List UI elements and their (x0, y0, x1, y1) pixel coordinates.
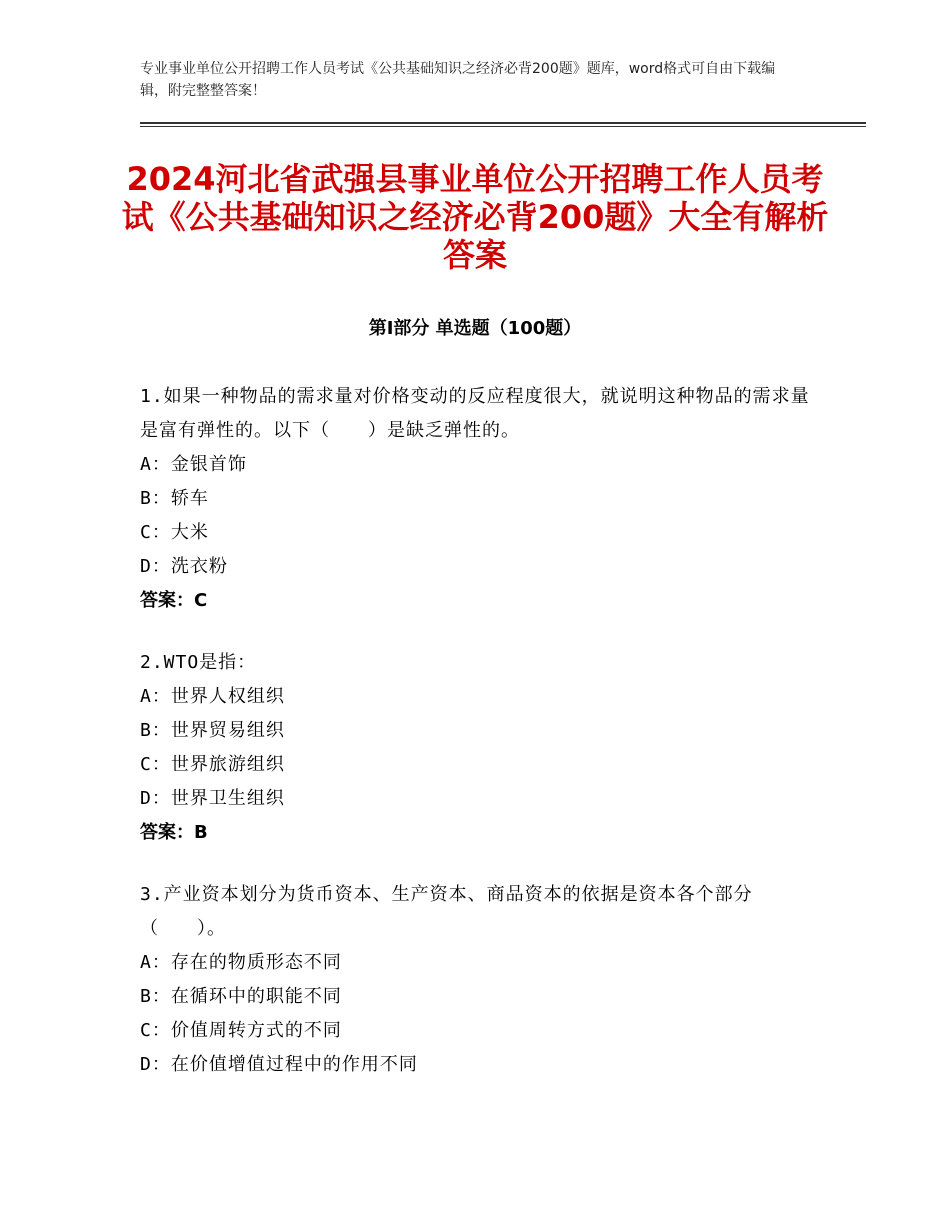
question-2 (140, 646, 810, 850)
option-b: B：轿车 (140, 488, 209, 509)
header-rule-thick (140, 122, 866, 124)
header-note: 专业事业单位公开招聘工作人员考试《公共基础知识之经济必背200题》题库，word格式可自由下载编辑，附完整整答案！ (140, 61, 776, 99)
question-stem: 3.产业资本划分为货币资本、生产资本、商品资本的依据是资本各个部分（ ）。 (140, 884, 753, 939)
option-d: D：在价值增值过程中的作用不同 (140, 1054, 418, 1075)
section-title: 第Ⅰ部分 单选题（100题） (368, 318, 582, 339)
option-d: D：世界卫生组织 (140, 788, 285, 809)
option-c: C：价值周转方式的不同 (140, 1020, 342, 1041)
document-title: 2024河北省武强县事业单位公开招聘工作人员考试《公共基础知识之经济必背200题》大全有解析答案 (121, 160, 829, 274)
option-a: A：世界人权组织 (140, 686, 285, 707)
option-a: A：金银首饰 (140, 454, 247, 475)
option-b: B：在循环中的职能不同 (140, 986, 342, 1007)
question-stem: 1.如果一种物品的需求量对价格变动的反应程度很大，就说明这种物品的需求量是富有弹性的。以下（ ）是缺乏弹性的。 (140, 386, 810, 441)
answer: 答案：B (140, 822, 208, 843)
option-d: D：洗衣粉 (140, 556, 228, 577)
question-1 (140, 380, 810, 618)
question-list (140, 380, 810, 1110)
option-c: C：世界旅游组织 (140, 754, 285, 775)
option-c: C：大米 (140, 522, 209, 543)
answer: 答案：C (140, 590, 208, 611)
option-b: B：世界贸易组织 (140, 720, 285, 741)
question-stem: 2.WTO是指： (140, 652, 257, 673)
question-3 (140, 878, 810, 1082)
option-a: A：存在的物质形态不同 (140, 952, 342, 973)
header-rule-thin (140, 126, 866, 127)
